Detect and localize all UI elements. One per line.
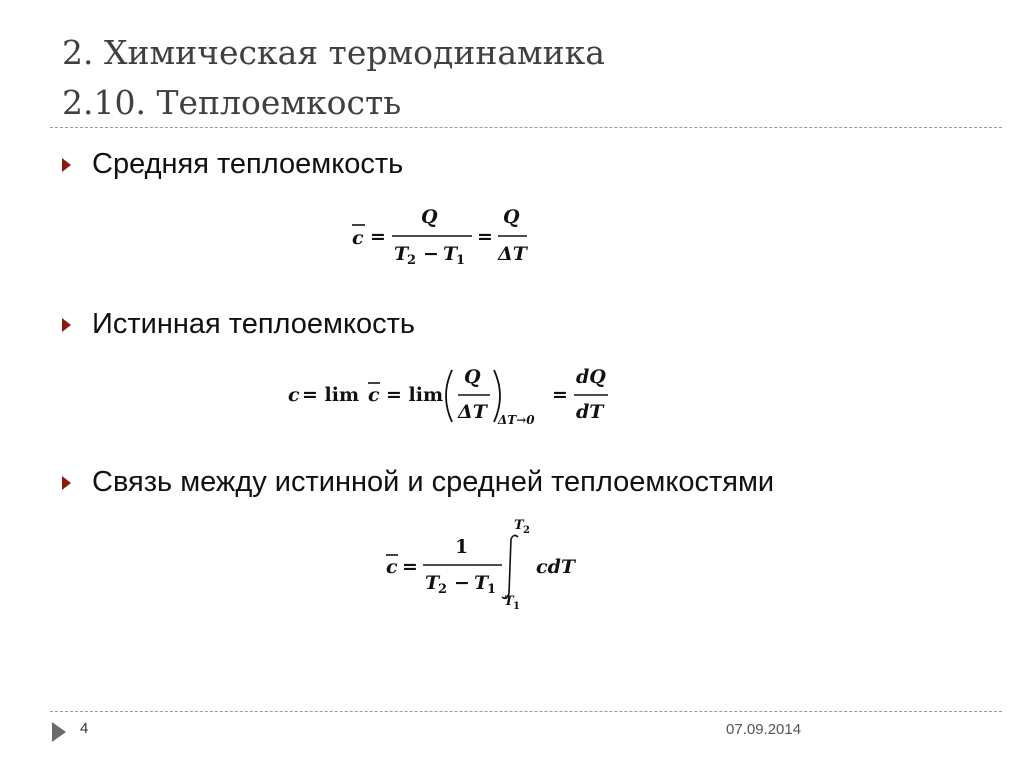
formula-den: ΔT — [458, 401, 487, 423]
formula-num: Q — [464, 366, 481, 388]
formula-denominator-2: ΔT — [498, 243, 527, 265]
formula-num: 1 — [455, 536, 469, 558]
svg-text:c: c — [288, 384, 300, 406]
formula-lhs: c — [386, 556, 398, 578]
formula-den-t2: T — [394, 243, 409, 265]
formula-den-t2: T — [425, 572, 440, 594]
integral-sign-icon — [502, 535, 518, 598]
formula-relation-group — [386, 518, 577, 612]
formula-true-heat-capacity — [286, 358, 626, 441]
formula-limit-sub: ΔT→0 — [498, 413, 535, 427]
formula-true-group — [288, 366, 608, 427]
title-divider — [50, 127, 1002, 128]
footer-arrow-icon — [52, 722, 66, 742]
bullet-text: Связь между истинной и средней теплоемкостями — [92, 466, 775, 498]
formula-numerator: Q — [421, 206, 438, 228]
slide-title — [62, 28, 605, 128]
formula-relation — [380, 515, 600, 620]
formula-lower-limit: T — [504, 594, 514, 609]
formula-mean-group — [352, 206, 529, 268]
formula-den-t1-sub: 1 — [456, 253, 466, 268]
formula-lower-sub: 1 — [513, 601, 520, 612]
bullet-relation — [62, 466, 774, 499]
formula-den-t1-sub: 1 — [487, 582, 497, 597]
formula-den-minus: − — [454, 572, 470, 594]
formula-numerator-2: Q — [503, 206, 520, 228]
page-number: 4 — [80, 720, 89, 737]
formula-lhs: c — [352, 227, 364, 249]
formula-den-t2-sub: 2 — [438, 582, 448, 597]
title-line-2: 2.10. Теплоемкость — [62, 83, 402, 122]
formula-c-bar: c — [368, 384, 380, 406]
bullet-arrow-icon — [62, 318, 71, 332]
bullet-text: Истинная теплоемкость — [92, 308, 416, 340]
formula-integrand: cdT — [536, 556, 575, 578]
formula-upper-limit: T — [514, 518, 524, 533]
bullet-true-heat-capacity — [62, 308, 415, 341]
formula-den-2: dT — [576, 401, 604, 423]
bullet-text: Средняя теплоемкость — [92, 148, 404, 180]
formula-eq-lim: = lim — [302, 384, 360, 406]
footer-divider — [50, 711, 1002, 712]
formula-den-minus: − — [423, 243, 439, 265]
formula-eq: = — [370, 226, 386, 248]
bullet-mean-heat-capacity — [62, 148, 403, 181]
bullet-arrow-icon — [62, 476, 71, 490]
formula-den-t1: T — [474, 572, 489, 594]
formula-num-2: dQ — [576, 366, 606, 388]
slide-date: 07.09.2014 — [726, 721, 802, 738]
formula-eq: = — [402, 556, 418, 578]
formula-eq-lim-2: = lim — [386, 384, 444, 406]
title-line-1: 2. Химическая термодинамика — [62, 33, 605, 72]
bullet-arrow-icon — [62, 158, 71, 172]
formula-mean-heat-capacity — [345, 198, 545, 275]
formula-eq2: = — [477, 226, 493, 248]
formula-den-t2-sub: 2 — [407, 253, 417, 268]
formula-upper-sub: 2 — [523, 525, 530, 536]
formula-eq2: = — [552, 384, 568, 406]
formula-den-t1: T — [443, 243, 458, 265]
